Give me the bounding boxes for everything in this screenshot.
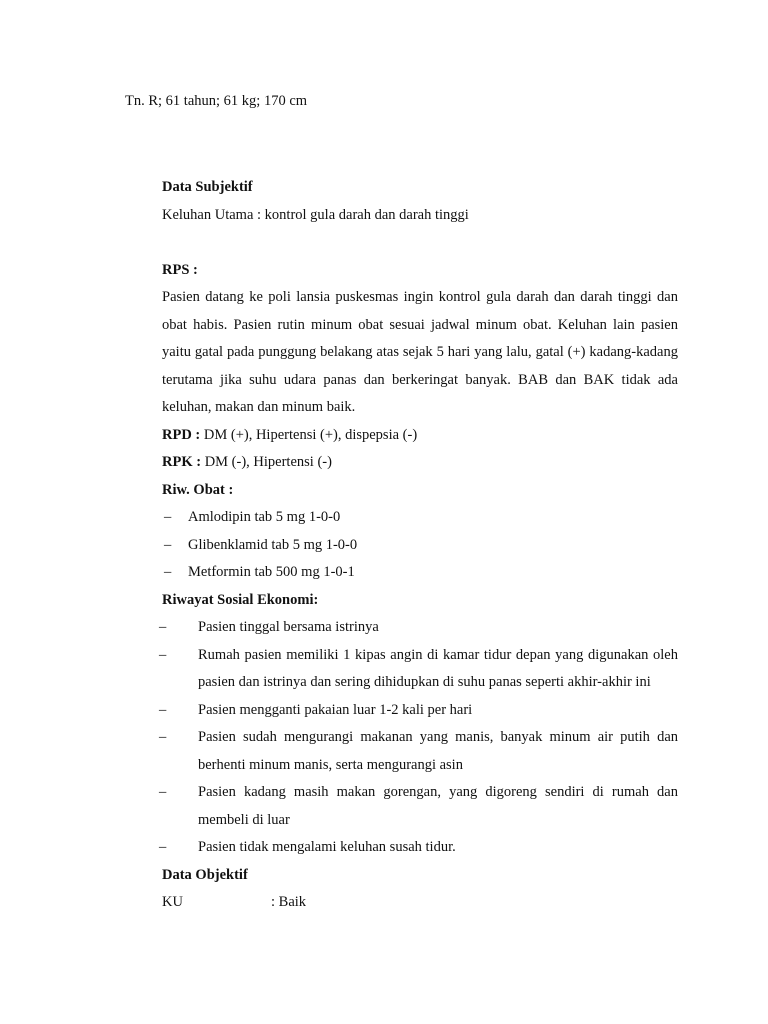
rpk-line <box>162 449 678 477</box>
bullet-dash: – <box>164 536 172 553</box>
medication-name: Amlodipin tab 5 mg 1-0-0 <box>188 509 341 525</box>
rpd-line <box>162 422 678 450</box>
list-item <box>159 614 678 642</box>
social-item-text: Pasien mengganti pakaian luar 1-2 kali per hari <box>198 701 473 718</box>
ku-value: : Baik <box>271 894 307 910</box>
bullet-dash: – <box>159 701 167 718</box>
medication-name: Glibenklamid tab 5 mg 1-0-0 <box>188 536 358 553</box>
bullet-dash: – <box>159 729 167 745</box>
medications-label: Riw. Obat : <box>162 481 234 498</box>
ku-row <box>162 889 678 917</box>
list-item <box>159 724 678 779</box>
social-item-text: Pasien tinggal bersama istrinya <box>198 619 379 635</box>
list-item <box>159 834 678 862</box>
ku-label: KU <box>162 894 183 910</box>
list-item <box>159 642 678 697</box>
bullet-dash: – <box>159 619 167 635</box>
list-item <box>159 697 678 725</box>
chief-complaint: Keluhan Utama : kontrol gula darah dan darah tinggi <box>162 206 469 223</box>
social-item-text: Pasien sudah mengurangi makanan yang manis, banyak minum air putih dan berhenti minum manis, serta mengurangi asin <box>198 729 678 773</box>
spacer <box>162 229 678 257</box>
social-item-text: Pasien tidak mengalami keluhan susah tidur. <box>198 839 456 855</box>
bullet-dash: – <box>164 509 172 525</box>
patient-identity: Tn. R; 61 tahun; 61 kg; 170 cm <box>125 93 308 109</box>
subjective-heading: Data Subjektif <box>162 179 253 195</box>
medication-list <box>162 504 678 587</box>
rpk-label: RPK : <box>162 454 202 470</box>
list-item <box>162 504 678 532</box>
bullet-dash: – <box>159 646 167 663</box>
rps-text: Pasien datang ke poli lansia puskesmas ingin kontrol gula darah dan darah tinggi dan obat habis. Pasien rutin minum obat sesuai jadwal minum obat. Keluhan lain pasien yaitu gatal pada punggung belakang atas sejak 5 hari yang lalu, gatal (+) kadang-kadang terutama jika suhu udara panas dan berkeringat banyak. BAB dan BAK tidak ada keluhan, makan dan minum baik. <box>162 289 678 415</box>
rpd-label: RPD : <box>162 426 201 443</box>
social-label: Riwayat Sosial Ekonomi: <box>162 591 319 608</box>
clinical-notes <box>159 174 678 917</box>
rpd-value: DM (+), Hipertensi (+), dispepsia (-) <box>200 426 418 443</box>
objective-heading: Data Objektif <box>162 866 248 883</box>
medication-name: Metformin tab 500 mg 1-0-1 <box>188 564 355 580</box>
bullet-dash: – <box>164 564 172 580</box>
bullet-dash: – <box>159 839 167 855</box>
social-item-text: Pasien kadang masih makan gorengan, yang digoreng sendiri di rumah dan membeli di luar <box>198 784 678 828</box>
rps-label: RPS : <box>162 261 198 278</box>
social-item-text: Rumah pasien memiliki 1 kipas angin di kamar tidur depan yang digunakan oleh pasien dan istrinya dan sering dihidupkan di suhu panas seperti akhir-akhir ini <box>198 646 678 690</box>
social-history-list <box>159 614 678 862</box>
rpk-value: DM (-), Hipertensi (-) <box>201 454 332 470</box>
list-item <box>162 559 678 587</box>
bullet-dash: – <box>159 784 167 800</box>
list-item <box>162 532 678 560</box>
list-item <box>159 779 678 834</box>
